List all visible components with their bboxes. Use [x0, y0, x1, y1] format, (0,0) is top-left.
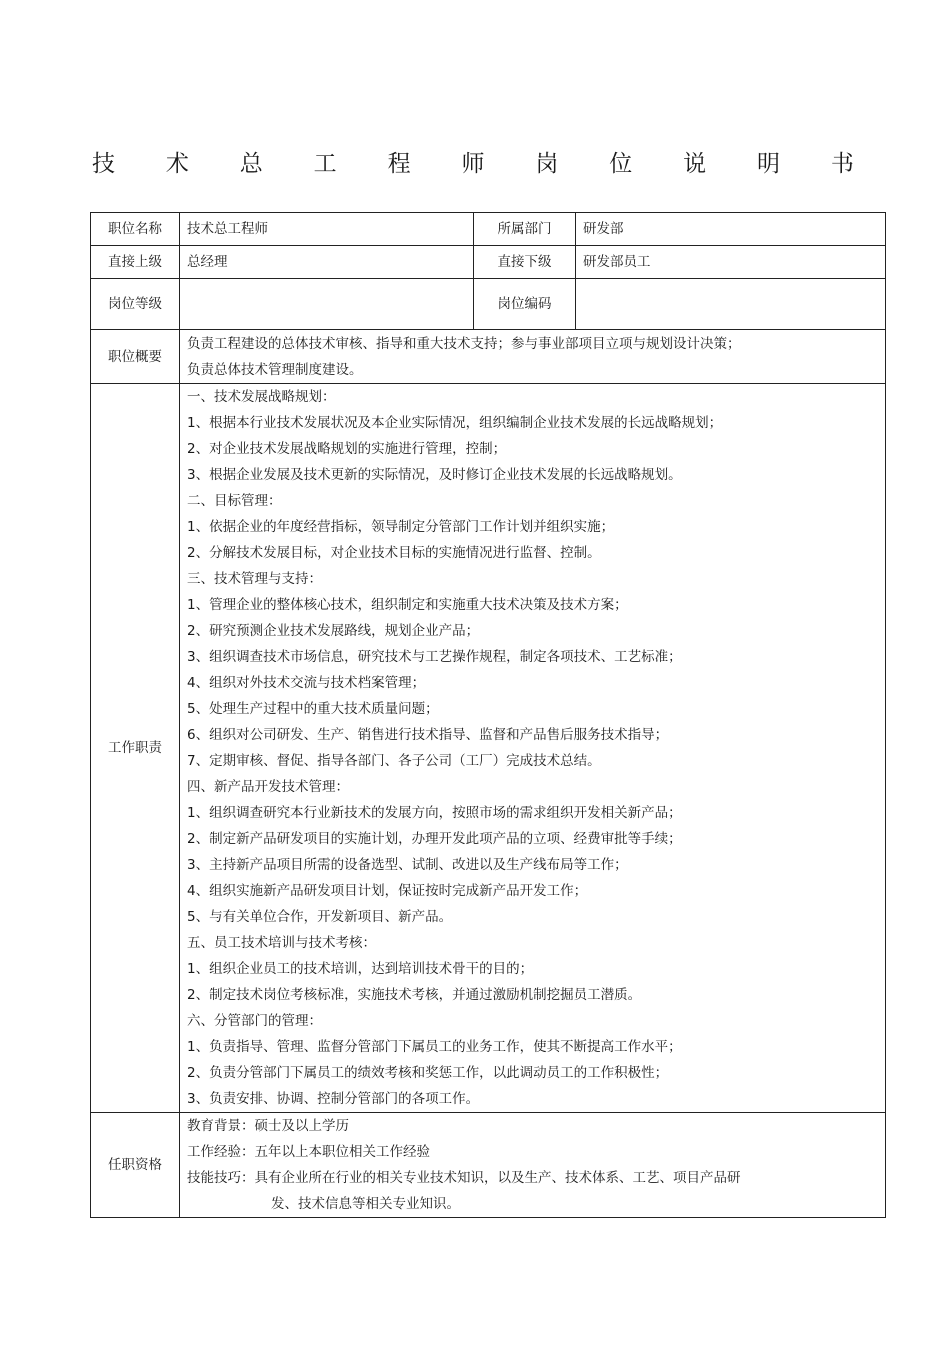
duty-line: 1、依据企业的年度经营指标，领导制定分管部门工作计划并组织实施；: [187, 519, 615, 535]
title-char: 说: [683, 151, 707, 177]
duty-line: 4、组织对外技术交流与技术档案管理；: [187, 675, 426, 691]
table-row: [91, 330, 886, 384]
title-char: 师: [461, 151, 485, 177]
summary-label: 职位概要: [91, 330, 180, 384]
level-label: 岗位等级: [91, 279, 180, 330]
duty-line: 2、研究预测企业技术发展路线，规划企业产品；: [187, 623, 480, 639]
duty-line: 1、管理企业的整体核心技术，组织制定和实施重大技术决策及技术方案；: [187, 597, 628, 613]
duty-line: 3、根据企业发展及技术更新的实际情况，及时修订企业技术发展的长远战略规划。: [187, 467, 682, 483]
level-value: [180, 279, 474, 330]
page-title: [92, 146, 854, 182]
duty-line: 5、处理生产过程中的重大技术质量问题；: [187, 701, 439, 717]
skills-line-continued: 发、技术信息等相关专业知识。: [271, 1196, 460, 1212]
code-value: [576, 279, 886, 330]
duty-line: 一、技术发展战略规划：: [187, 389, 336, 405]
duty-line: 3、组织调查技术市场信息，研究技术与工艺操作规程，制定各项技术、工艺标准；: [187, 649, 682, 665]
duty-line: 2、对企业技术发展战略规划的实施进行管理，控制；: [187, 441, 507, 457]
summary-line: 负责工程建设的总体技术审核、指导和重大技术支持；参与事业部项目立项与规划设计决策；: [187, 335, 741, 352]
title-char: 书: [830, 151, 854, 177]
department-label: 所属部门: [474, 213, 576, 246]
duty-line: 1、根据本行业技术发展状况及本企业实际情况，组织编制企业技术发展的长远战略规划；: [187, 415, 723, 431]
table-row: [91, 1113, 886, 1218]
duty-line: 6、组织对公司研发、生产、销售进行技术指导、监督和产品售后服务技术指导；: [187, 727, 669, 743]
duty-line: 六、分管部门的管理：: [187, 1013, 322, 1029]
title-char: 技: [92, 151, 115, 177]
duty-line: 三、技术管理与支持：: [187, 571, 322, 587]
title-char: 术: [165, 151, 189, 177]
summary-content: [180, 330, 886, 384]
duties-content: [180, 384, 886, 1113]
code-label: 岗位编码: [474, 279, 576, 330]
title-char: 岗: [535, 151, 559, 177]
duty-line: 2、负责分管部门下属员工的绩效考核和奖惩工作，以此调动员工的工作积极性；: [187, 1065, 669, 1081]
duty-line: 1、组织企业员工的技术培训，达到培训技术骨干的目的；: [187, 961, 534, 977]
duty-line: 3、负责安排、协调、控制分管部门的各项工作。: [187, 1091, 480, 1107]
duty-line: 2、制定技术岗位考核标准，实施技术考核，并通过激励机制挖掘员工潜质。: [187, 987, 642, 1003]
table-row: [91, 384, 886, 1113]
title-char: 明: [757, 151, 781, 177]
title-char: 工: [313, 151, 337, 177]
experience-line: 工作经验：五年以上本职位相关工作经验: [187, 1144, 430, 1160]
superior-value: 总经理: [180, 246, 474, 279]
title-char: 总: [239, 151, 263, 177]
duties-label: 工作职责: [91, 384, 180, 1113]
subordinate-label: 直接下级: [474, 246, 576, 279]
duty-line: 2、分解技术发展目标，对企业技术目标的实施情况进行监督、控制。: [187, 545, 601, 561]
department-value: 研发部: [576, 213, 886, 246]
duty-line: 4、组织实施新产品研发项目计划，保证按时完成新产品开发工作；: [187, 883, 588, 899]
duty-line: 五、员工技术培训与技术考核：: [187, 935, 376, 951]
education-line: 教育背景：硕士及以上学历: [187, 1118, 349, 1134]
title-char: 位: [609, 151, 633, 177]
job-description-table: [90, 212, 886, 1218]
duty-line: 7、定期审核、督促、指导各部门、各子公司（工厂）完成技术总结。: [187, 753, 601, 769]
summary-line: 负责总体技术管理制度建设。: [187, 361, 363, 378]
duty-line: 1、组织调查研究本行业新技术的发展方向，按照市场的需求组织开发相关新产品；: [187, 805, 682, 821]
duty-line: 3、主持新产品项目所需的设备选型、试制、改进以及生产线布局等工作；: [187, 857, 628, 873]
table-row: [91, 246, 886, 279]
qualifications-label: 任职资格: [91, 1113, 180, 1218]
duty-line: 2、制定新产品研发项目的实施计划，办理开发此项产品的立项、经费审批等手续；: [187, 831, 682, 847]
duty-line: 四、新产品开发技术管理：: [187, 779, 349, 795]
skills-line: 技能技巧：具有企业所在行业的相关专业技术知识，以及生产、技术体系、工艺、项目产品研: [187, 1170, 741, 1186]
table-row: [91, 213, 886, 246]
superior-label: 直接上级: [91, 246, 180, 279]
table-row: [91, 279, 886, 330]
duty-line: 二、目标管理：: [187, 493, 282, 509]
duty-line: 1、负责指导、管理、监督分管部门下属员工的业务工作，使其不断提高工作水平；: [187, 1039, 682, 1055]
subordinate-value: 研发部员工: [576, 246, 886, 279]
duty-line: 5、与有关单位合作，开发新项目、新产品。: [187, 909, 453, 925]
title-char: 程: [387, 151, 411, 177]
position-name-value: 技术总工程师: [180, 213, 474, 246]
qualifications-content: [180, 1113, 886, 1218]
position-name-label: 职位名称: [91, 213, 180, 246]
